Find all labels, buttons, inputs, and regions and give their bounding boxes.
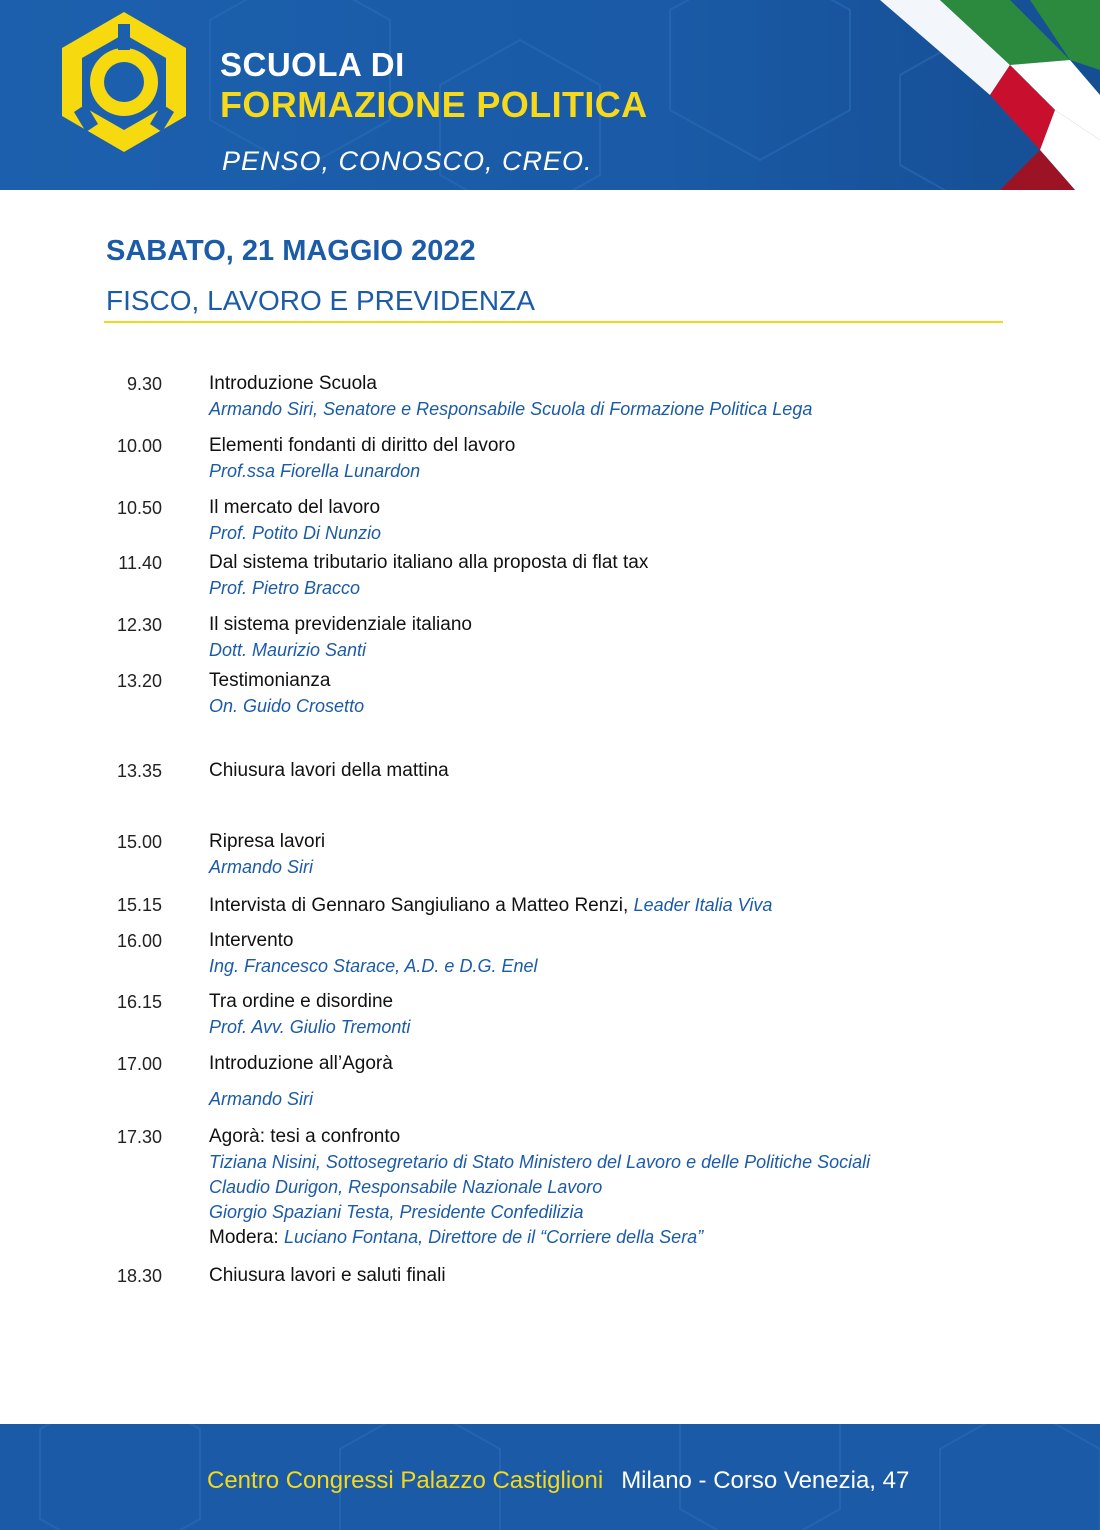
agenda-content xyxy=(209,1263,1049,1289)
agenda-topic xyxy=(209,892,1049,919)
agenda-topic: Tra ordine e disordine xyxy=(209,991,394,1012)
agenda-time: 15.00 xyxy=(116,832,162,852)
moderator-label: Modera: xyxy=(209,1227,279,1248)
agenda-speaker: Giorgio Spaziani Testa, Presidente Confedilizia xyxy=(209,1202,584,1222)
agenda-content xyxy=(209,1051,1049,1112)
agenda-time: 11.40 xyxy=(118,553,162,573)
agenda-time: 16.15 xyxy=(116,992,162,1012)
agenda-content xyxy=(209,758,1049,784)
agenda-speaker: Leader Italia Viva xyxy=(633,895,773,915)
agenda-topic-text: Intervista di Gennaro Sangiuliano a Matteo Renzi, xyxy=(209,895,629,916)
agenda-speaker: Ing. Francesco Starace, A.D. e D.G. Enel xyxy=(209,956,538,976)
agenda-content xyxy=(209,892,1049,919)
agenda-speaker: Dott. Maurizio Santi xyxy=(209,640,367,660)
agenda-topic: Il mercato del lavoro xyxy=(209,497,381,518)
brand-title-line2: FORMAZIONE POLITICA xyxy=(220,84,648,125)
agenda-time: 13.20 xyxy=(116,671,162,691)
agenda-topic: Elementi fondanti di diritto del lavoro xyxy=(209,435,516,456)
agenda-topic: Intervento xyxy=(209,930,294,951)
agenda-speaker: On. Guido Crosetto xyxy=(209,696,365,716)
agenda-topic: Introduzione Scuola xyxy=(209,373,377,394)
agenda-speaker: Prof. Potito Di Nunzio xyxy=(209,523,382,543)
footer-location xyxy=(207,1466,909,1496)
agenda-time: 18.30 xyxy=(116,1266,162,1286)
agenda-time: 17.00 xyxy=(116,1054,162,1074)
agenda-moderator xyxy=(209,1225,1049,1250)
agenda-time: 9.30 xyxy=(126,374,162,394)
agenda-content xyxy=(209,1124,1049,1250)
agenda-content xyxy=(209,989,1049,1040)
agenda-speaker: Prof. Avv. Giulio Tremonti xyxy=(209,1017,411,1037)
agenda-topic: Testimonianza xyxy=(209,670,331,691)
agenda-content xyxy=(209,612,1049,663)
event-theme-subtitle: FISCO, LAVORO E PREVIDENZA xyxy=(106,285,535,316)
footer-venue: Centro Congressi Palazzo Castiglioni xyxy=(207,1467,604,1494)
agenda-speaker: Tiziana Nisini, Sottosegretario di Stato Ministero del Lavoro e delle Politiche Sociali xyxy=(209,1152,871,1172)
agenda-content xyxy=(209,829,1049,880)
agenda-time: 10.50 xyxy=(116,498,162,518)
footer-address: Milano - Corso Venezia, 47 xyxy=(621,1467,910,1494)
agenda-time: 13.35 xyxy=(116,761,162,781)
agenda-speaker: Armando Siri xyxy=(209,1089,314,1109)
agenda-topic: Ripresa lavori xyxy=(209,831,326,852)
agenda-speaker: Armando Siri, Senatore e Responsabile Scuola di Formazione Politica Lega xyxy=(209,399,813,419)
agenda-time: 10.00 xyxy=(116,436,162,456)
agenda-topic: Il sistema previdenziale italiano xyxy=(209,614,472,635)
agenda-topic: Chiusura lavori della mattina xyxy=(209,760,449,781)
agenda-content xyxy=(209,668,1049,719)
agenda-topic: Introduzione all’Agorà xyxy=(209,1053,393,1074)
agenda-time: 17.30 xyxy=(116,1127,162,1147)
agenda-time: 16.00 xyxy=(116,931,162,951)
agenda-topic: Chiusura lavori e saluti finali xyxy=(209,1265,446,1286)
agenda-speaker: Prof. Pietro Bracco xyxy=(209,578,361,598)
agenda-topic: Dal sistema tributario italiano alla proposta di flat tax xyxy=(209,552,649,573)
agenda-time: 15.15 xyxy=(116,895,162,915)
agenda-content xyxy=(209,495,1049,546)
agenda-content xyxy=(209,433,1049,484)
agenda-time: 12.30 xyxy=(116,615,162,635)
brand-motto: PENSO, CONOSCO, CREO. xyxy=(222,146,593,176)
event-date-title: SABATO, 21 MAGGIO 2022 xyxy=(106,235,476,267)
agenda-speaker: Armando Siri xyxy=(209,857,314,877)
agenda-content xyxy=(209,550,1049,601)
agenda-speaker: Prof.ssa Fiorella Lunardon xyxy=(209,461,421,481)
agenda-content xyxy=(209,928,1049,979)
agenda-topic: Agorà: tesi a confronto xyxy=(209,1126,401,1147)
agenda-speaker: Claudio Durigon, Responsabile Nazionale Lavoro xyxy=(209,1177,603,1197)
agenda-content xyxy=(209,371,1049,422)
brand-title-line1: SCUOLA DI xyxy=(220,46,405,83)
moderator-name: Luciano Fontana, Direttore de il “Corriere della Sera” xyxy=(283,1227,704,1247)
page-footer xyxy=(0,1424,1100,1530)
